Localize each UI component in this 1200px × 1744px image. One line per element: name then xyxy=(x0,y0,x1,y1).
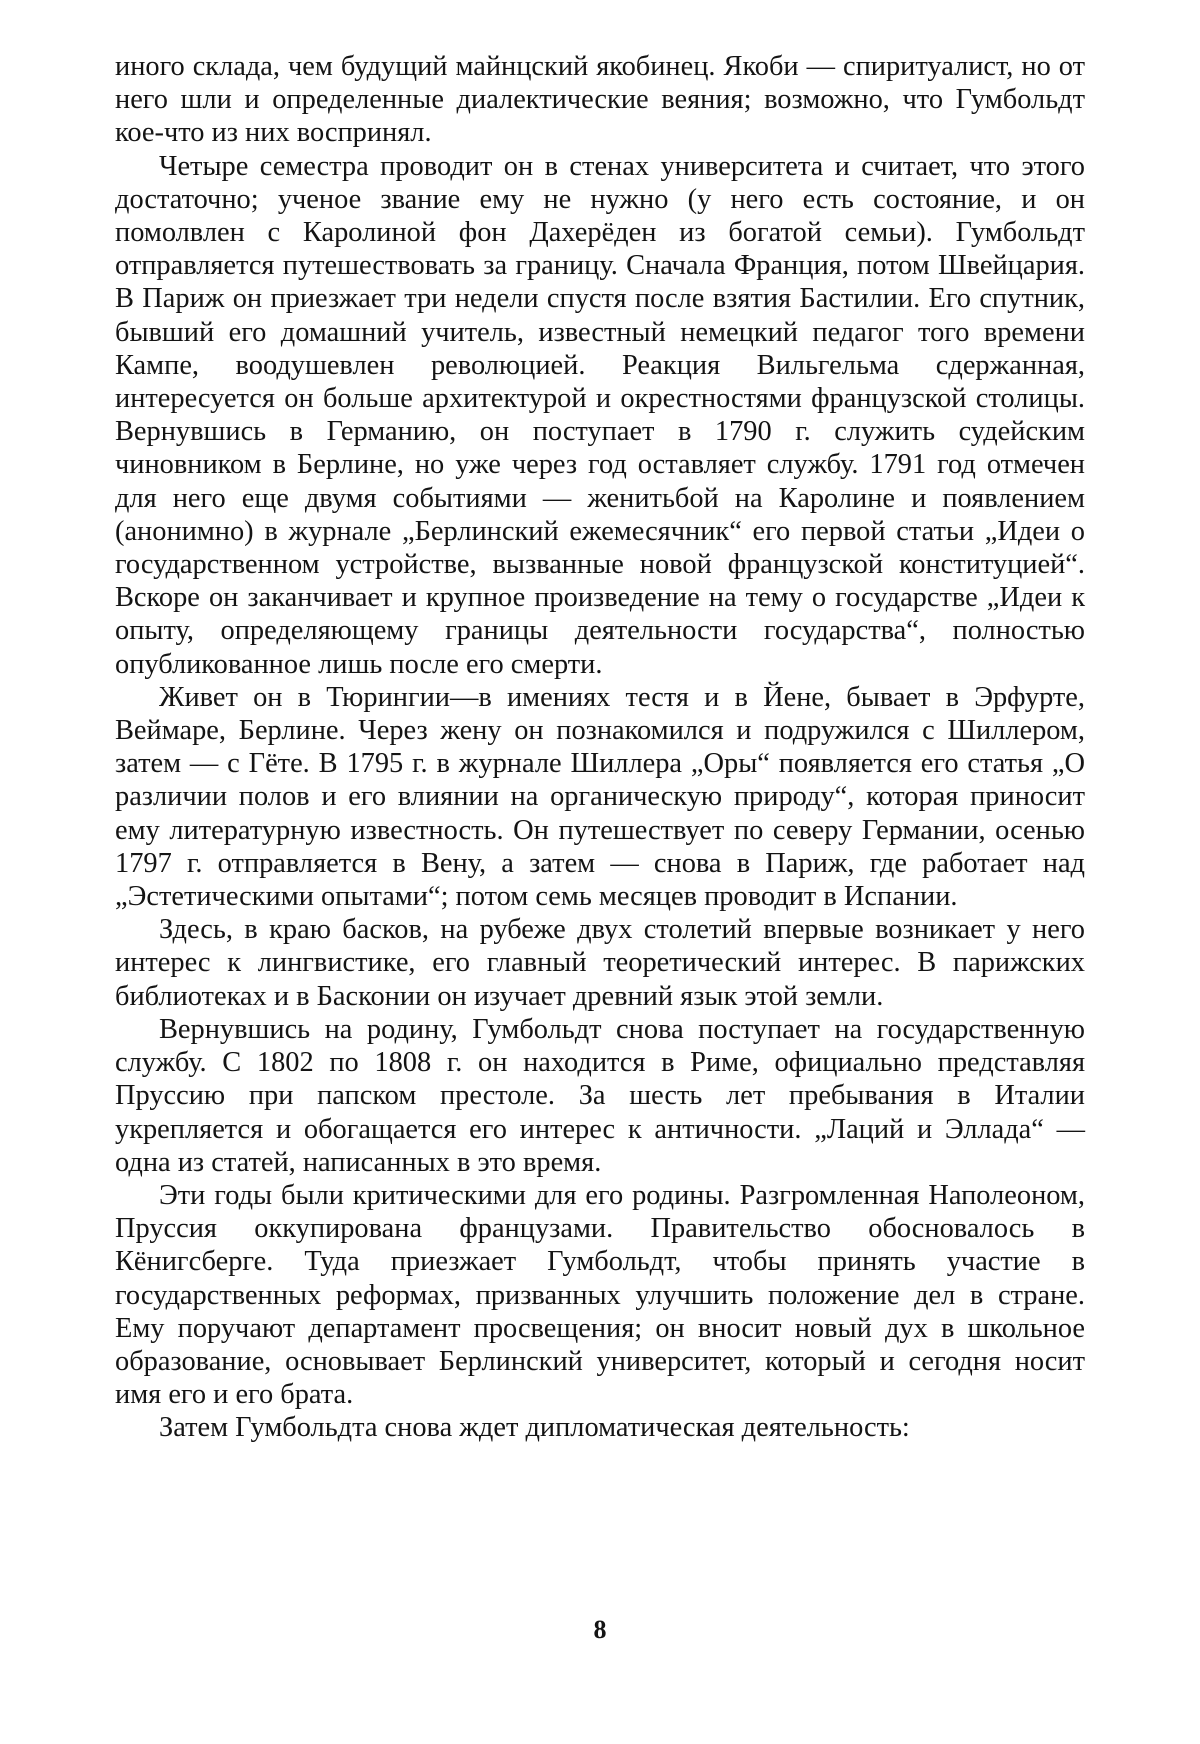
page-text-column xyxy=(115,50,1085,1445)
paragraph-5: Вернувшись на родину, Гумбольдт снова поступает на государственную службу. С 1802 по 1808 г. он находится в Риме, официально представляя Пруссию при папском престоле. За шесть лет пребывания в Италии укрепляется и обогащается его интерес к античности. „Лаций и Эллада“ — одна из статей, написанных в это время. xyxy=(115,1013,1085,1178)
paragraph-4: Здесь, в краю басков, на рубеже двух столетий впервые возникает у него интерес к лингвистике, его главный теоретический интерес. В парижских библиотеках и в Басконии он изучает древний язык этой земли. xyxy=(115,914,1085,1012)
paragraph-6: Эти годы были критическими для его родины. Разгромленная Наполеоном, Пруссия оккупирована французами. Правительство обосновалось в Кёнигсберге. Туда приезжает Гумбольдт, чтобы принять участие в государственных реформах, призванных улучшить положение дел в стране. Ему поручают департамент просвещения; он вносит новый дух в школьное образование, основывает Берлинский университет, который и сегодня носит имя его и его брата. xyxy=(115,1179,1085,1411)
paragraph-1: иного склада, чем будущий майнцский якобинец. Якоби — спиритуалист, но от него шли и определенные диалектические веяния; возможно, что Гумбольдт кое-что из них воспринял. xyxy=(115,51,1085,149)
page-number: 8 xyxy=(593,1615,607,1644)
paragraph-3: Живет он в Тюрингии—в имениях тестя и в Йене, бывает в Эрфурте, Веймаре, Берлине. Через жену он познакомился и подружился с Шиллером, затем — с Гёте. В 1795 г. в журнале Шиллера „Оры“ появляется его статья „О различии полов и его влиянии на органическую природу“, которая приносит ему литературную известность. Он путешествует по северу Германии, осенью 1797 г. отправляется в Вену, а затем — снова в Париж, где работает над „Эстетическими опытами“; потом семь месяцев проводит в Испании. xyxy=(115,681,1085,913)
paragraph-7: Затем Гумбольдта снова ждет дипломатическая деятельность: xyxy=(159,1412,910,1444)
paragraph-2: Четыре семестра проводит он в стенах университета и считает, что этого достаточно; ученое звание ему не нужно (у него есть состояние, и он помолвлен с Каролиной фон Дахерёден из богатой семьи). Гумбольдт отправляется путешествовать за границу. Сначала Франция, потом Швейцария. В Париж он приезжает три недели спустя после взятия Бастилии. Его спутник, бывший его домашний учитель, известный немецкий педагог того времени Кампе, воодушевлен революцией. Реакция Вильгельма сдержанная, интересуется он больше архитектурой и окрестностями французской столицы. Вернувшись в Германию, он поступает в 1790 г. служить судейским чиновником в Берлине, но уже через год оставляет службу. 1791 год отмечен для него еще двумя событиями — женитьбой на Каролине и появлением (анонимно) в журнале „Берлинский ежемесячник“ его первой статьи „Идеи о государственном устройстве, вызванные новой французской конституцией“. Вскоре он заканчивает и крупное произведение на тему о государстве „Идеи к опыту, определяющему границы деятельности государства“, полностью опубликованное лишь после его смерти. xyxy=(115,150,1085,680)
